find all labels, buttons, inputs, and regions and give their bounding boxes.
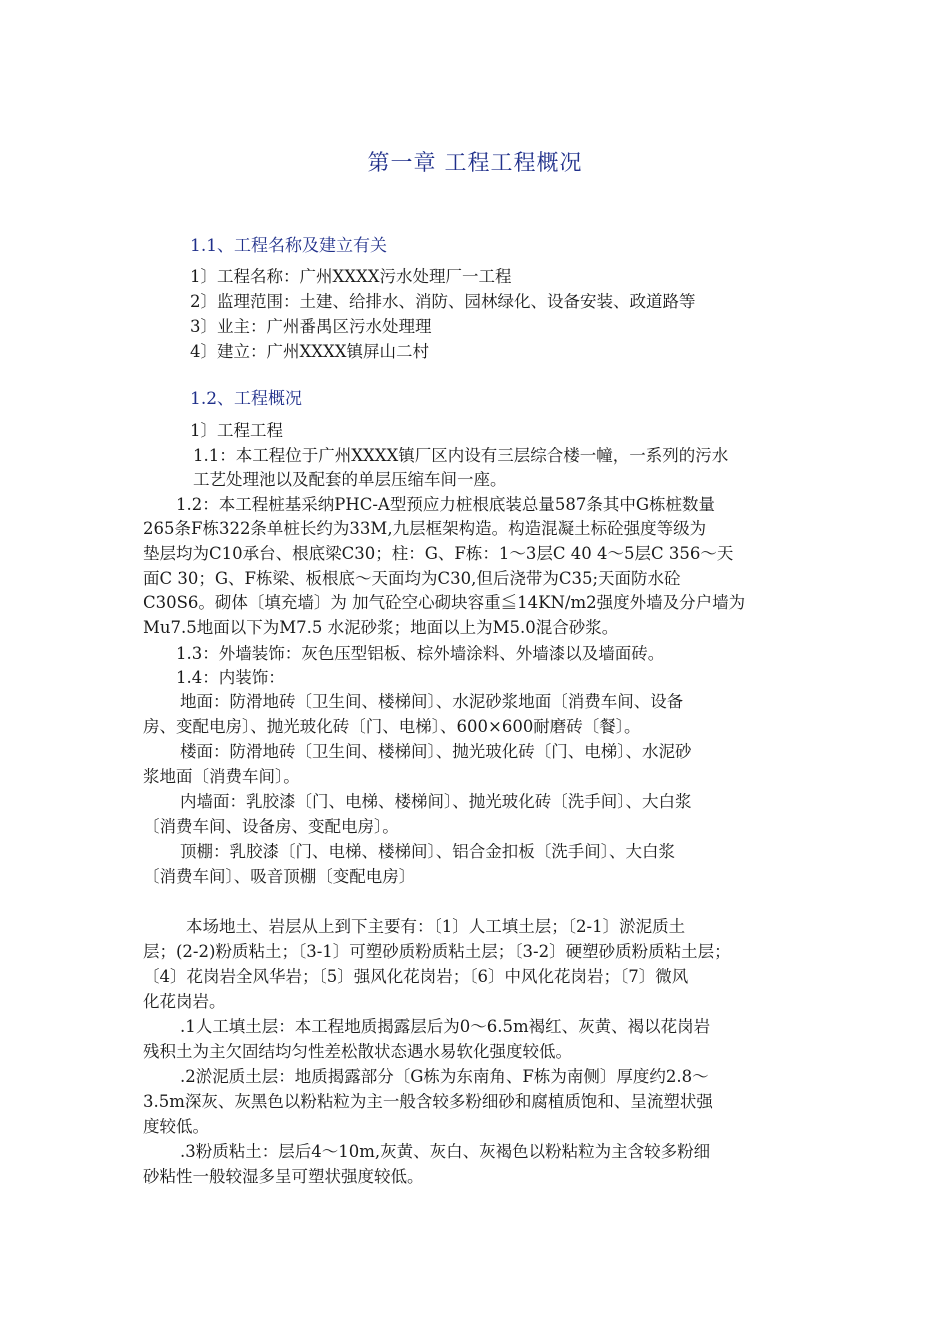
text-line: 层；(2-2)粉质粘土；〔3-1〕可塑砂质粉质粘土层；〔3-2〕硬塑砂质粉质粘土层； bbox=[143, 942, 731, 961]
text-line: 1.2：本工程桩基采纳PHC-A型预应力桩根底装总量587条其中G栋桩数量 bbox=[176, 495, 716, 514]
section-heading-1-2: 1.2、工程概况 bbox=[190, 389, 303, 409]
sub-heading: 1〕工程工程 bbox=[190, 421, 283, 440]
text-line: 砂粘性一般较湿多呈可塑状强度较低。 bbox=[143, 1167, 424, 1186]
list-item: 1〕工程名称：广州XXXX污水处理厂一工程 bbox=[190, 267, 512, 286]
text-line: 楼面：防滑地砖〔卫生间、楼梯间〕、抛光玻化砖〔门、电梯〕、水泥砂 bbox=[180, 742, 692, 761]
text-line: 工艺处理池以及配套的单层压缩车间一座。 bbox=[193, 470, 507, 489]
text-line: 265条F栋322条单桩长约为33M,九层框架构造。构造混凝土标砼强度等级为 bbox=[143, 519, 707, 538]
text-line: 垫层均为C10承台、根底梁C30；柱：G、F栋：1～3层C 40 4～5层C 356～天 bbox=[143, 544, 734, 563]
text-line: Mu7.5地面以下为M7.5 水泥砂浆；地面以上为M5.0混合砂浆。 bbox=[143, 618, 619, 637]
text-line: 1.4：内装饰： bbox=[176, 668, 285, 687]
text-line: 面C 30；G、F栋梁、板根底～天面均为C30,但后浇带为C35;天面防水砼 bbox=[143, 569, 681, 588]
text-line: 本场地土、岩层从上到下主要有：〔1〕人工填土层；〔2-1〕淤泥质土 bbox=[186, 917, 686, 936]
text-line: C30S6。砌体〔填充墙〕为 加气砼空心砌块容重≦14KN/m2强度外墙及分户墙为 bbox=[143, 593, 746, 612]
text-line: 1.3：外墙装饰：灰色压型铝板、棕外墙涂料、外墙漆以及墙面砖。 bbox=[176, 644, 665, 663]
section-heading-1-1: 1.1、工程名称及建立有关 bbox=[190, 236, 388, 256]
text-line: 〔消费车间〕、吸音顶棚〔变配电房〕 bbox=[143, 867, 416, 886]
text-line: 〔消费车间、设备房、变配电房〕。 bbox=[143, 817, 399, 836]
text-line: .1人工填土层：本工程地质揭露层后为0～6.5m褐红、灰黄、褐以花岗岩 bbox=[180, 1017, 711, 1036]
list-item: 2〕监理范围：土建、给排水、消防、园林绿化、设备安装、政道路等 bbox=[190, 292, 696, 311]
text-line: 残积土为主欠固结均匀性差松散状态遇水易软化强度较低。 bbox=[143, 1042, 572, 1061]
text-line: .3粉质粘土：层后4～10m,灰黄、灰白、灰褐色以粉粘粒为主含较多粉细 bbox=[180, 1142, 711, 1161]
text-line: 内墙面：乳胶漆〔门、电梯、楼梯间〕、抛光玻化砖〔洗手间〕、大白浆 bbox=[180, 792, 692, 811]
list-item: 3〕业主：广州番禺区污水处理理 bbox=[190, 317, 432, 336]
text-line: 房、变配电房〕、抛光玻化砖〔门、电梯〕、600×600耐磨砖〔餐〕。 bbox=[143, 717, 641, 736]
list-item: 4〕建立：广州XXXX镇屏山二村 bbox=[190, 342, 429, 361]
text-line: 〔4〕花岗岩全风华岩；〔5〕强风化花岗岩；〔6〕中风化花岗岩；〔7〕微风 bbox=[143, 967, 689, 986]
chapter-title: 第一章 工程工程概况 bbox=[367, 151, 583, 176]
text-line: 3.5m深灰、灰黑色以粉粘粒为主一般含较多粉细砂和腐植质饱和、呈流塑状强 bbox=[143, 1092, 713, 1111]
text-line: 地面：防滑地砖〔卫生间、楼梯间〕、水泥砂浆地面〔消费车间、设备 bbox=[180, 692, 684, 711]
text-line: 化花岗岩。 bbox=[143, 992, 226, 1011]
text-line: 浆地面〔消费车间〕。 bbox=[143, 767, 300, 786]
text-line: 度较低。 bbox=[143, 1117, 209, 1136]
text-line: 顶棚：乳胶漆〔门、电梯、楼梯间〕、铝合金扣板〔洗手间〕、大白浆 bbox=[180, 842, 675, 861]
text-line: .2淤泥质土层：地质揭露部分〔G栋为东南角、F栋为南侧〕厚度约2.8～ bbox=[180, 1067, 709, 1086]
text-line: 1.1：本工程位于广州XXXX镇厂区内设有三层综合楼一幢，一系列的污水 bbox=[193, 446, 729, 465]
